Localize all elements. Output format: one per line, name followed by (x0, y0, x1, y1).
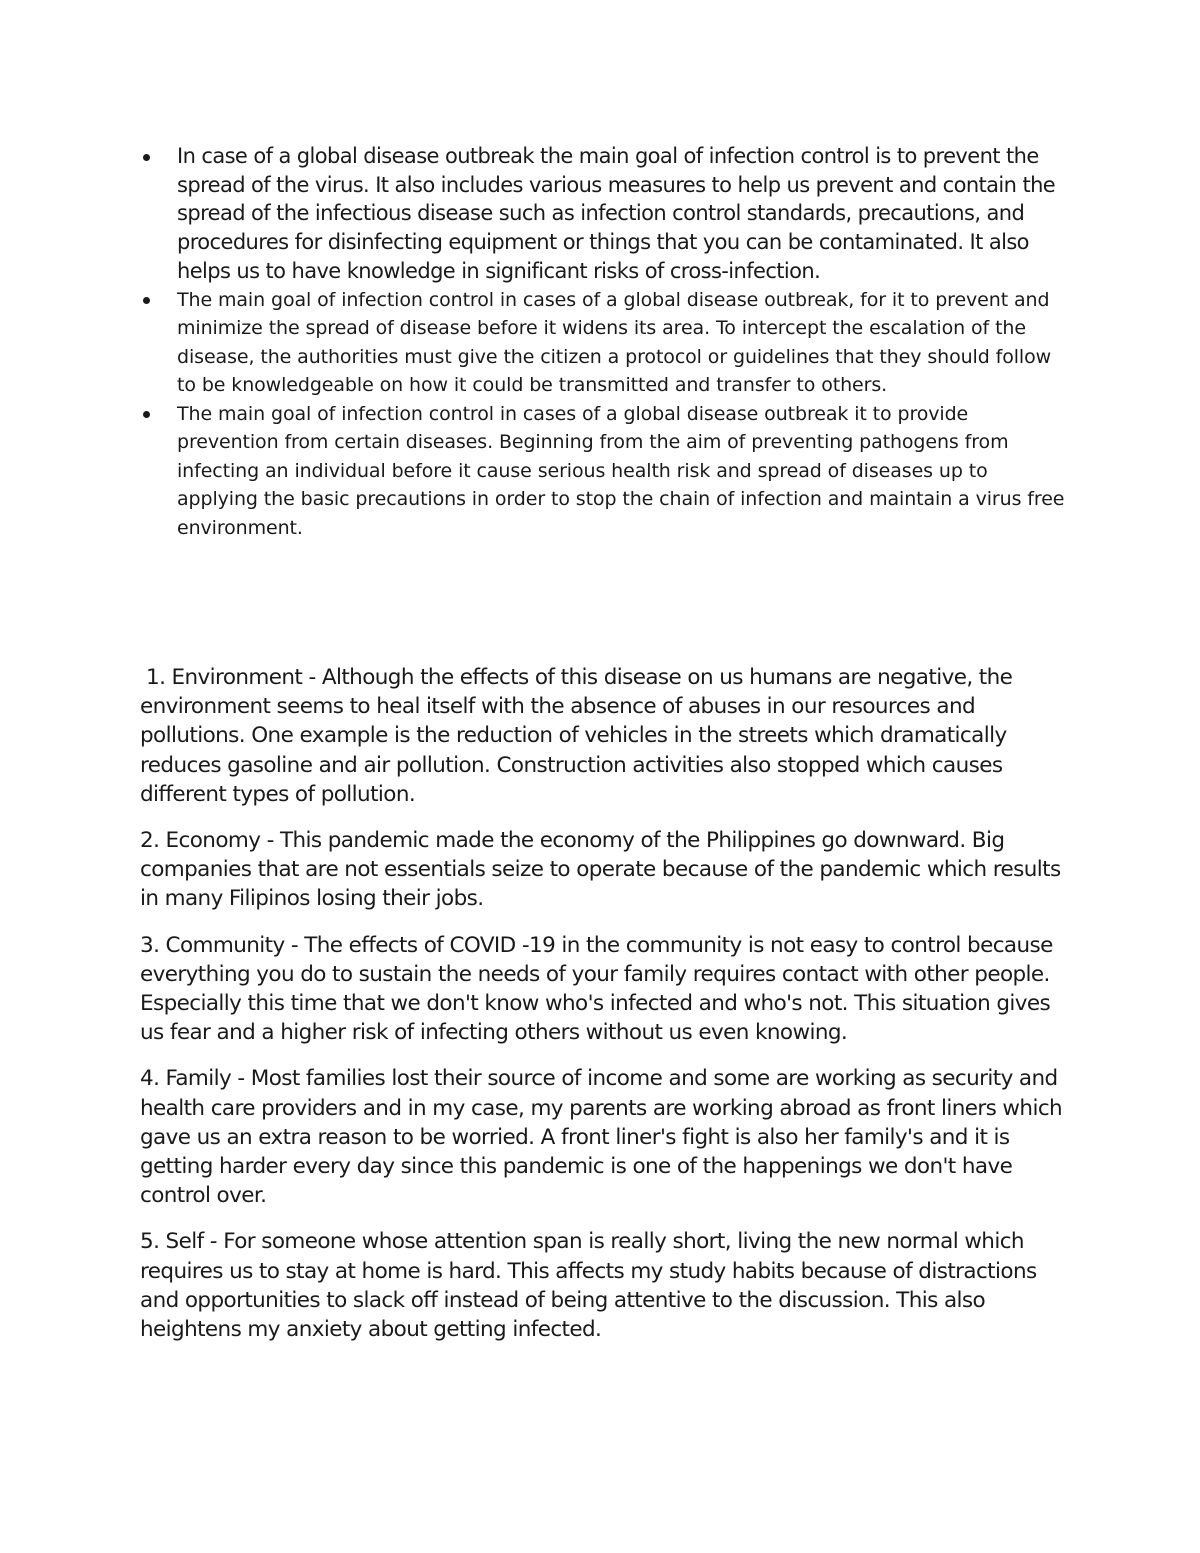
numbered-sections (140, 663, 1065, 1361)
section-community: 3. Community - The effects of COVID -19 in the community is not easy to control because everything you do to sustain the needs of your family requires contact with other people. Especially this time that we don't know who's infected and who's not. This situation gives us fear and a higher risk of infecting others without us even knowing. (140, 932, 1053, 1046)
bullet-icon (143, 297, 150, 304)
bullet-icon (143, 154, 150, 161)
bullet-text: The main goal of infection control in cases of a global disease outbreak, for it to prevent and minimize the spread of disease before it widens its area. To intercept the escalation of the disease, the authorities must give the citizen a protocol or guidelines that they should follow to be knowledgeable on how it could be transmitted and transfer to others. (177, 288, 1052, 397)
section-self: 5. Self - For someone whose attention span is really short, living the new normal which requires us to stay at home is hard. This affects my study habits because of distractions and opportunities to slack off instead of being attentive to the discussion. This also heightens my anxiety about getting infected. (140, 1229, 1037, 1343)
bullet-icon (143, 411, 150, 418)
bullet-list (140, 142, 1070, 542)
section-environment: 1. Environment - Although the effects of this disease on us humans are negative, the environment seems to heal itself with the absence of abuses in our resources and pollutions. One example is the reduction of vehicles in the streets which dramatically reduces gasoline and air pollution. Construction activities also stopped which causes different types of pollution. (140, 665, 1013, 807)
section-economy: 2. Economy - This pandemic made the economy of the Philippines go downward. Big companies that are not essentials seize to operate because of the pandemic which results in many Filipinos losing their jobs. (140, 828, 1061, 912)
bullet-item-2 (140, 286, 1070, 400)
bullet-item-1 (140, 142, 1070, 286)
section-family: 4. Family - Most families lost their source of income and some are working as security and health care providers and in my case, my parents are working abroad as front liners which gave us an extra reason to be worried. A front liner's fight is also her family's and it is getting harder every day since this pandemic is one of the happenings we don't have control over. (140, 1066, 1063, 1209)
bullet-text: In case of a global disease outbreak the main goal of infection control is to prevent the spread of the virus. It also includes various measures to help us prevent and contain the spread of the infectious disease such as infection control standards, precautions, and procedures for disinfecting equipment or things that you can be contaminated. It also helps us to have knowledge in significant risks of cross-infection. (177, 144, 1056, 283)
bullet-text: The main goal of infection control in cases of a global disease outbreak it to provide prevention from certain diseases. Beginning from the aim of preventing pathogens from infecting an individual before it cause serious health risk and spread of diseases up to applying the basic precautions in order to stop the chain of infection and maintain a virus free environment. (177, 402, 1065, 539)
bullet-item-3 (140, 400, 1070, 543)
